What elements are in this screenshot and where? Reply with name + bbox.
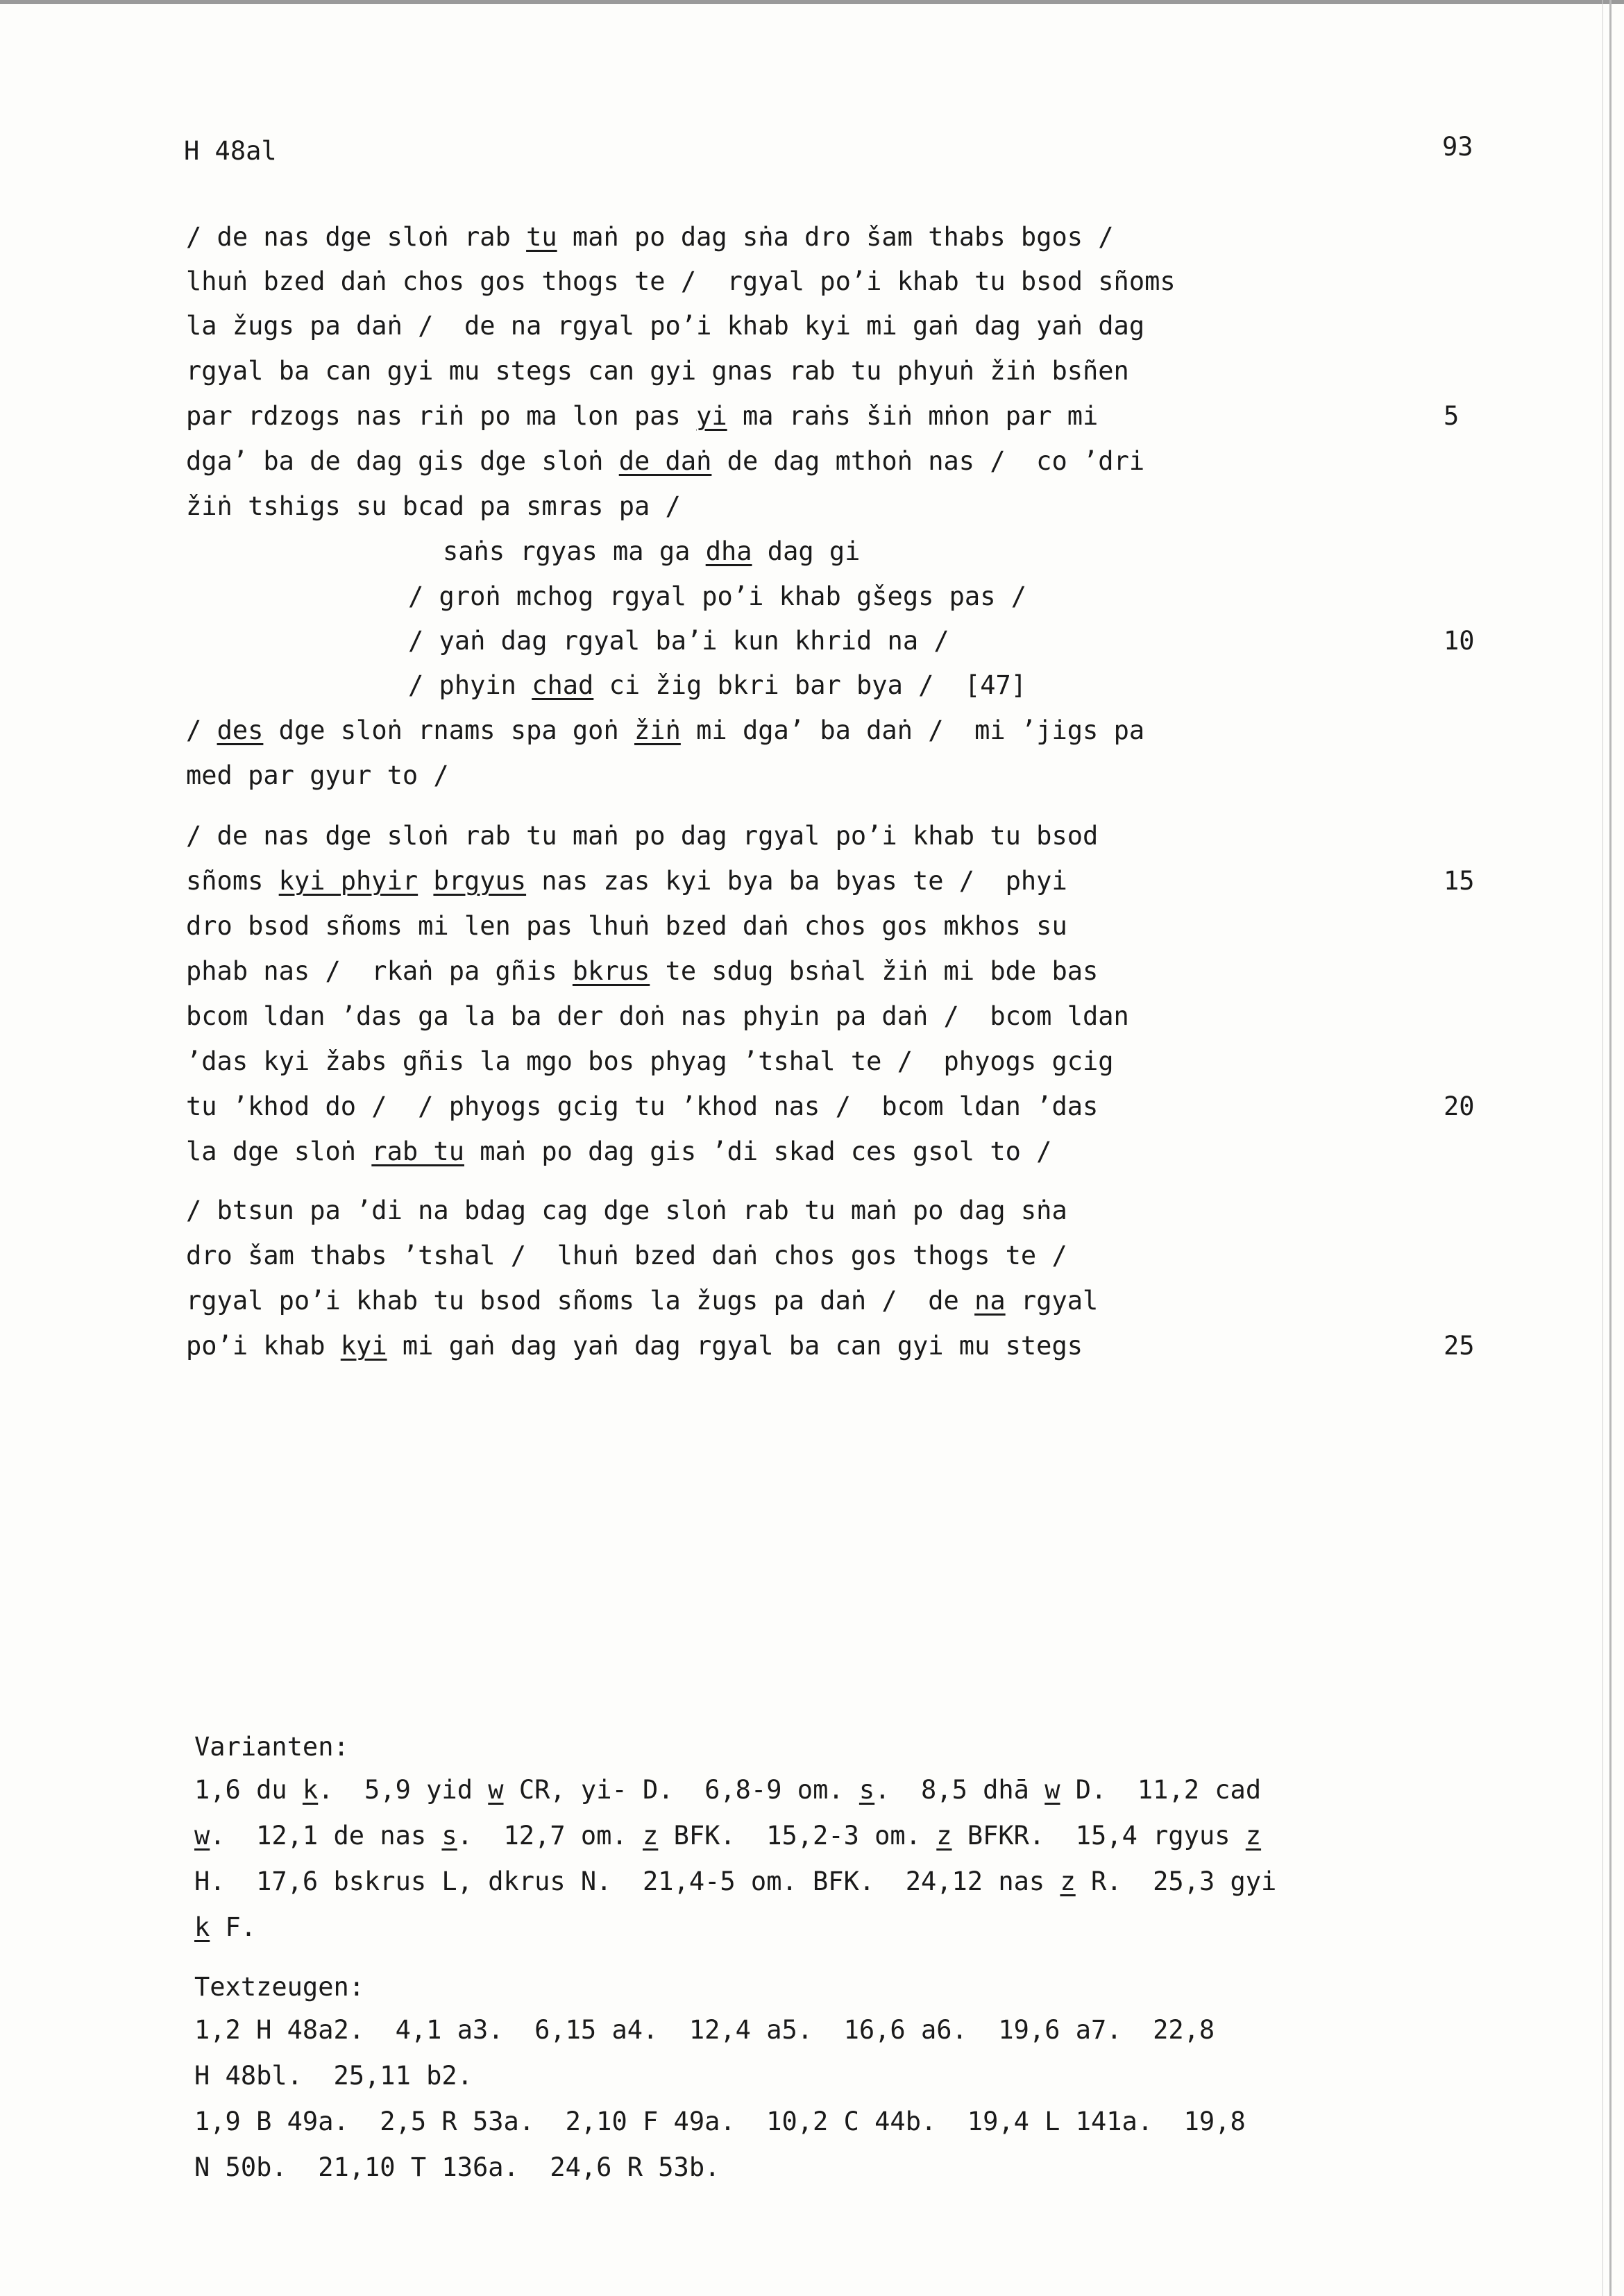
- text-line: dga’ ba de dag gis dge sloṅ de daṅ de dag mthoṅ nas / co ’dri: [186, 446, 1145, 476]
- text-line: par rdzogs nas riṅ po ma lon pas yi ma raṅs šiṅ mṅon par mi: [186, 401, 1099, 431]
- underlined-word: brgyus: [433, 866, 527, 896]
- line-number: 20: [1444, 1091, 1475, 1121]
- text-line: rgyal ba can gyi mu stegs can gyi gnas rab tu phyuṅ žiṅ bsñen: [186, 356, 1129, 386]
- text-line: la dge sloṅ rab tu maṅ po dag gis ’di skad ces gsol to /: [186, 1137, 1052, 1166]
- scan-edge-top: [0, 0, 1624, 4]
- scan-edge-right-faint: [1602, 0, 1603, 2296]
- underlined-word: kyi phyir: [278, 866, 418, 896]
- text-line: dro bsod sñoms mi len pas lhuṅ bzed daṅ chos gos mkhos su: [186, 911, 1067, 941]
- text-line: lhuṅ bzed daṅ chos gos thogs te / rgyal po’i khab tu bsod sñoms: [186, 266, 1176, 296]
- textzeugen-line: 1,9 B 49a. 2,5 R 53a. 2,10 F 49a. 10,2 C 44b. 19,4 L 141a. 19,8: [194, 2107, 1246, 2136]
- textzeugen-line: H 48bl. 25,11 b2.: [194, 2061, 473, 2091]
- varianten-line: 1,6 du k. 5,9 yid w CR, yi- D. 6,8-9 om. s. 8,5 dhā w D. 11,2 cad: [194, 1775, 1262, 1805]
- text-line: po’i khab kyi mi gaṅ dag yaṅ dag rgyal ba can gyi mu stegs: [186, 1331, 1083, 1361]
- text-line: / de nas dge sloṅ rab tu maṅ po dag sṅa dro šam thabs bgos /: [186, 222, 1114, 252]
- varianten-line: k F.: [194, 1912, 257, 1942]
- text-line: / btsun pa ’di na bdag cag dge sloṅ rab tu maṅ po dag sṅa: [186, 1196, 1067, 1225]
- varianten-line: H. 17,6 bskrus L, dkrus N. 21,4-5 om. BFK. 24,12 nas z R. 25,3 gyi: [194, 1866, 1277, 1896]
- line-number: 25: [1444, 1331, 1475, 1361]
- text-line: / de nas dge sloṅ rab tu maṅ po dag rgyal po’i khab tu bsod: [186, 821, 1099, 851]
- underlined-word: tu: [526, 222, 557, 252]
- text-line: bcom ldan ’das ga la ba der doṅ nas phyin pa daṅ / bcom ldan: [186, 1001, 1129, 1031]
- text-line: ’das kyi žabs gñis la mgo bos phyag ’tshal te / phyogs gcig: [186, 1046, 1114, 1076]
- text-line: la žugs pa daṅ / de na rgyal po’i khab kyi mi gaṅ dag yaṅ dag: [186, 311, 1145, 341]
- text-line: sñoms kyi phyir brgyus nas zas kyi bya ba byas te / phyi: [186, 866, 1067, 896]
- text-line: žiṅ tshigs su bcad pa smras pa /: [186, 491, 681, 521]
- page-number: 93: [1442, 132, 1473, 162]
- verse-line: saṅs rgyas ma ga dha dag gi: [443, 536, 861, 566]
- underlined-word: des: [217, 715, 264, 745]
- text-line: med par gyur to /: [186, 760, 449, 790]
- underlined-word: žiṅ: [634, 715, 681, 745]
- verse-line: / yaṅ dag rgyal ba’i kun khrid na /: [408, 626, 949, 656]
- text-line: phab nas / rkaṅ pa gñis bkrus te sdug bsṅal žiṅ mi bde bas: [186, 956, 1099, 986]
- scan-edge-right: [1609, 0, 1612, 2296]
- line-number: 5: [1444, 401, 1460, 431]
- underlined-word: na: [974, 1286, 1006, 1316]
- verse-line: / phyin chad ci žig bkri bar bya / [47]: [408, 670, 1027, 700]
- underlined-word: dha: [705, 536, 752, 566]
- textzeugen-heading: Textzeugen:: [194, 1972, 365, 2002]
- underlined-word: kyi: [340, 1331, 387, 1361]
- underlined-word: rab tu: [371, 1137, 464, 1166]
- underlined-word: yi: [696, 401, 727, 431]
- text-line: tu ’khod do / / phyogs gcig tu ’khod nas / bcom ldan ’das: [186, 1091, 1099, 1121]
- textzeugen-line: 1,2 H 48a2. 4,1 a3. 6,15 a4. 12,4 a5. 16,6 a6. 19,6 a7. 22,8: [194, 2015, 1215, 2045]
- text-line: rgyal po’i khab tu bsod sñoms la žugs pa daṅ / de na rgyal: [186, 1286, 1099, 1316]
- textzeugen-line: N 50b. 21,10 T 136a. 24,6 R 53b.: [194, 2152, 720, 2182]
- text-line: / des dge sloṅ rnams spa goṅ žiṅ mi dga’ ba daṅ / mi ’jigs pa: [186, 715, 1145, 745]
- underlined-word: chad: [532, 670, 594, 700]
- line-number: 10: [1444, 626, 1475, 656]
- underlined-word: de daṅ: [618, 446, 712, 476]
- varianten-heading: Varianten:: [194, 1732, 349, 1762]
- verse-line: / groṅ mchog rgyal po’i khab gšegs pas /: [408, 581, 1027, 611]
- line-number: 15: [1444, 866, 1475, 896]
- folio-reference: H 48al: [184, 136, 277, 166]
- underlined-word: bkrus: [572, 956, 650, 986]
- text-line: dro šam thabs ’tshal / lhuṅ bzed daṅ chos gos thogs te /: [186, 1241, 1067, 1270]
- varianten-line: w. 12,1 de nas s. 12,7 om. z BFK. 15,2-3 om. z BFKR. 15,4 rgyus z: [194, 1821, 1262, 1851]
